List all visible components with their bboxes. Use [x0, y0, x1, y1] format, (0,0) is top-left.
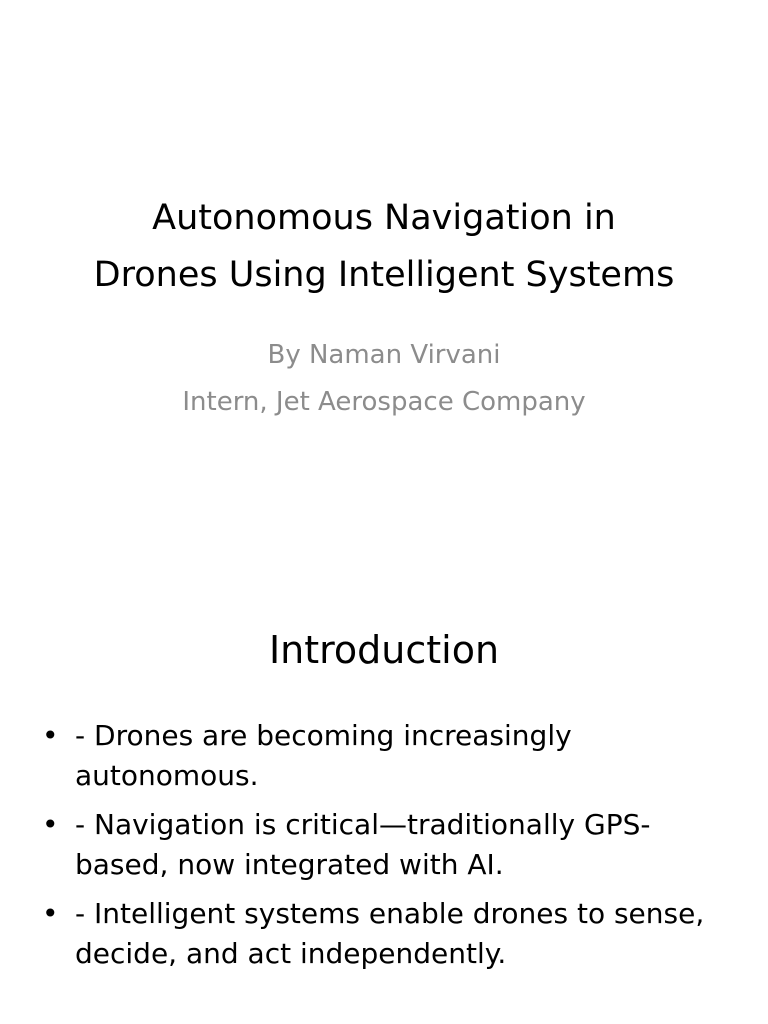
- author-line: By Naman Virvani: [267, 340, 501, 370]
- introduction-slide: [0, 512, 768, 1024]
- bullet-text: - Navigation is critical—traditionally GPS-: [75, 808, 651, 841]
- bullet-icon: •: [42, 719, 59, 752]
- affiliation-line: Intern, Jet Aerospace Company: [182, 387, 586, 417]
- bullet-item: [42, 805, 742, 885]
- title-line: Drones Using Intelligent Systems: [93, 255, 675, 295]
- bullet-text: - Intelligent systems enable drones to sense,: [75, 897, 705, 930]
- bullet-list: [42, 716, 742, 983]
- bullet-item: [42, 716, 742, 796]
- bullet-text: based, now integrated with AI.: [75, 848, 504, 881]
- bullet-text: autonomous.: [75, 759, 259, 792]
- bullet-text: decide, and act independently.: [75, 937, 507, 970]
- slide-title: [0, 190, 768, 304]
- title-line: Autonomous Navigation in: [152, 198, 616, 238]
- bullet-item: [42, 894, 742, 974]
- bullet-icon: •: [42, 897, 59, 930]
- section-title: Introduction: [268, 628, 500, 672]
- bullet-icon: •: [42, 808, 59, 841]
- bullet-text: - Drones are becoming increasingly: [75, 719, 572, 752]
- slide-subtitle: [0, 332, 768, 426]
